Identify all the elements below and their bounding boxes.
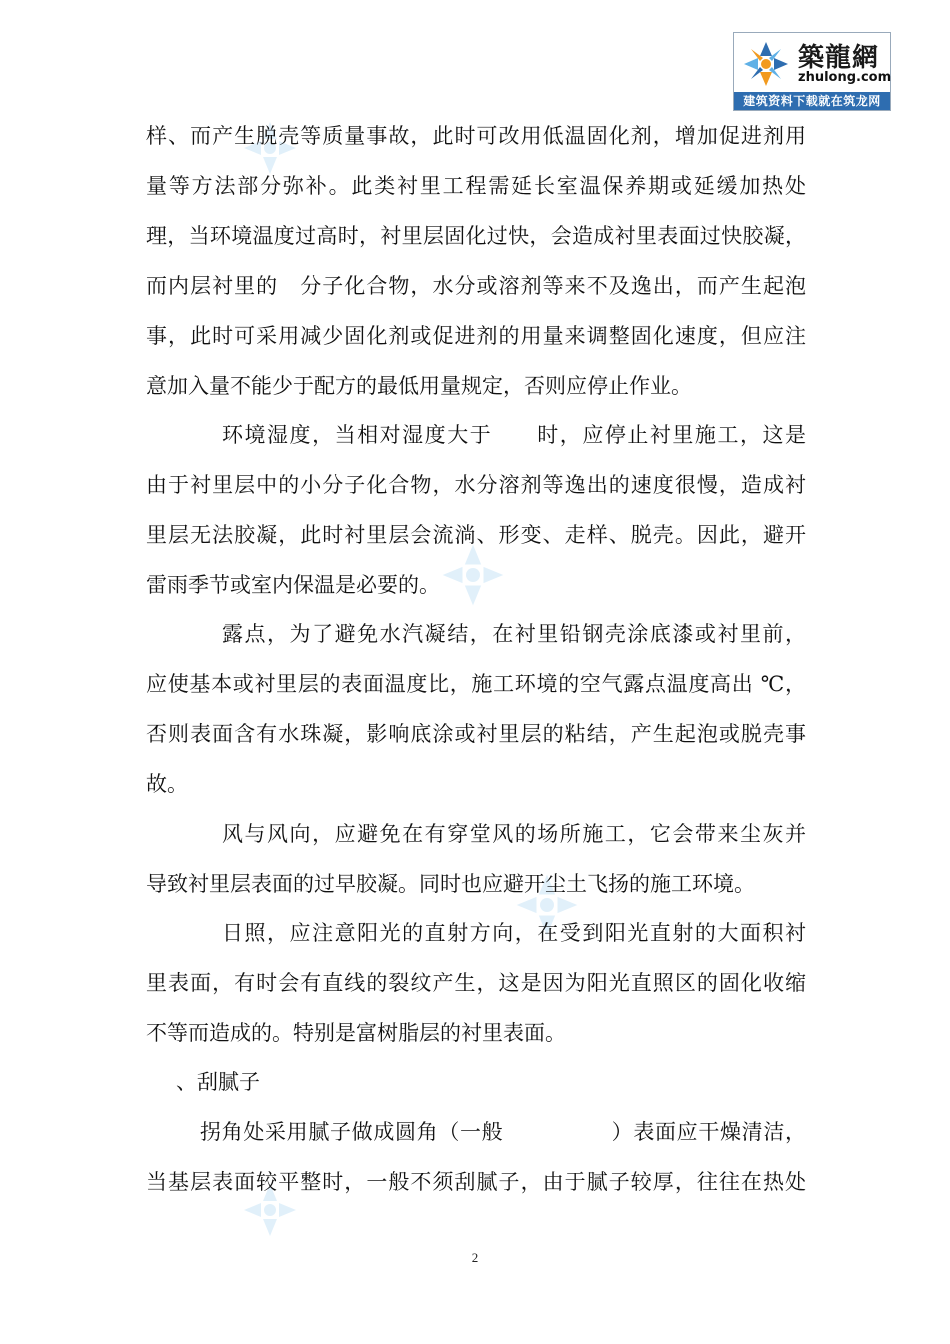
text-line: 不等而造成的。特别是富树脂层的衬里表面。 xyxy=(146,1021,566,1045)
text-line: 露点，为了避免水汽凝结，在衬里铅钢壳涂底漆或衬里前， xyxy=(222,622,806,646)
text-line: 理，当环境温度过高时，衬里层固化过快，会造成衬里表面过快胶凝， xyxy=(146,224,806,248)
text-line: 由于衬里层中的小分子化合物，水分溶剂等逸出的速度很慢，造成衬 xyxy=(146,473,806,497)
logo-tagline: 建筑资料下载就在筑龙网 xyxy=(734,92,890,110)
text-line: 应使基本或衬里层的表面温度比，施工环境的空气露点温度高出 ℃， xyxy=(146,672,806,696)
text-line: 而内层衬里的 分子化合物，水分或溶剂等来不及逸出，而产生起泡 xyxy=(146,274,806,298)
text-line: 导致衬里层表面的过早胶凝。同时也应避开尘土飞扬的施工环境。 xyxy=(146,872,755,896)
text-line: 意加入量不能少于配方的最低用量规定，否则应停止作业。 xyxy=(146,374,692,398)
text-line: 里层无法胶凝，此时衬里层会流淌、形变、走样、脱壳。因此，避开 xyxy=(146,523,806,547)
text-line: 环境湿度，当相对湿度大于 时，应停止衬里施工，这是 xyxy=(222,423,806,447)
text-line: 雷雨季节或室内保温是必要的。 xyxy=(146,573,440,597)
text-line: 拐角处采用腻子做成圆角（一般 ）表面应干燥清洁， xyxy=(200,1120,806,1144)
text-line: 故。 xyxy=(146,772,188,796)
text-line: 否则表面含有水珠凝，影响底涂或衬里层的粘结，产生起泡或脱壳事 xyxy=(146,722,806,746)
text-line: 风与风向，应避免在有穿堂风的场所施工，它会带来尘灰并 xyxy=(222,822,806,846)
text-line: 日照，应注意阳光的直射方向，在受到阳光直射的大面积衬 xyxy=(222,921,806,945)
text-line: 里表面，有时会有直线的裂纹产生，这是因为阳光直照区的固化收缩 xyxy=(146,971,806,995)
text-line: 当基层表面较平整时，一般不须刮腻子，由于腻子较厚，往往在热处 xyxy=(146,1170,806,1194)
logo-name: 築龍網 xyxy=(798,43,880,73)
logo-domain: zhulong.com xyxy=(798,70,892,85)
text-line: 样、而产生脱壳等质量事故，此时可改用低温固化剂，增加促进剂用 xyxy=(146,124,806,148)
zhulong-logo xyxy=(733,32,891,111)
snowflake-logo-icon xyxy=(738,39,794,89)
section-heading: 、刮腻子 xyxy=(176,1070,260,1094)
text-line: 量等方法部分弥补。此类衬里工程需延长室温保养期或延缓加热处 xyxy=(146,174,806,198)
text-line: 事，此时可采用减少固化剂或促进剂的用量来调整固化速度，但应注 xyxy=(146,324,806,348)
page-number: 2 xyxy=(471,1250,479,1265)
